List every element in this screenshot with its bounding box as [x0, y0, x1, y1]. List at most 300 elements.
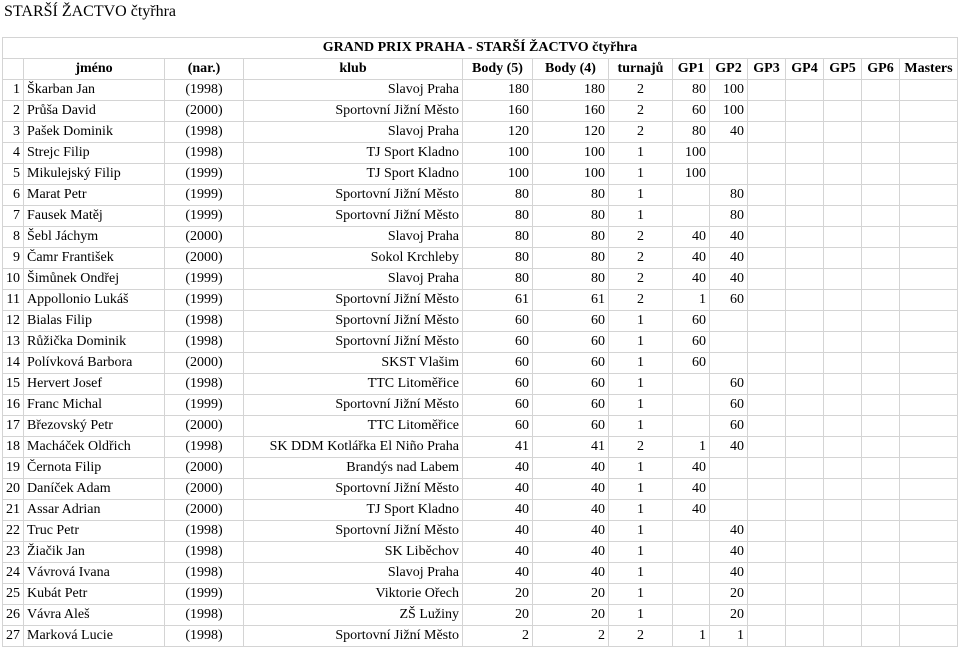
cell-masters [900, 542, 958, 563]
cell-gp6 [862, 605, 900, 626]
cell-gp3 [748, 164, 786, 185]
cell-points-5: 60 [463, 374, 533, 395]
cell-masters [900, 80, 958, 101]
cell-gp1: 100 [673, 143, 710, 164]
cell-tournaments: 1 [609, 500, 673, 521]
cell-gp3 [748, 101, 786, 122]
cell-points-5: 80 [463, 185, 533, 206]
cell-gp5 [824, 311, 862, 332]
cell-masters [900, 269, 958, 290]
cell-gp5 [824, 353, 862, 374]
cell-rank: 7 [3, 206, 24, 227]
cell-masters [900, 437, 958, 458]
cell-rank: 13 [3, 332, 24, 353]
cell-points-5: 20 [463, 605, 533, 626]
cell-tournaments: 2 [609, 248, 673, 269]
cell-gp3 [748, 584, 786, 605]
cell-gp5 [824, 332, 862, 353]
header-club: klub [244, 59, 463, 80]
cell-club: ZŠ Lužiny [244, 605, 463, 626]
cell-birth: (1999) [165, 395, 244, 416]
cell-points-5: 61 [463, 290, 533, 311]
cell-points-4: 40 [533, 479, 609, 500]
table-row [3, 143, 958, 164]
cell-points-4: 80 [533, 227, 609, 248]
cell-points-5: 100 [463, 143, 533, 164]
cell-gp5 [824, 206, 862, 227]
cell-points-5: 100 [463, 164, 533, 185]
cell-gp5 [824, 185, 862, 206]
cell-club: Sportovní Jižní Město [244, 332, 463, 353]
cell-gp5 [824, 374, 862, 395]
table-row [3, 269, 958, 290]
cell-gp2: 60 [710, 416, 748, 437]
cell-birth: (1998) [165, 605, 244, 626]
cell-name: Škarban Jan [24, 80, 165, 101]
cell-gp3 [748, 143, 786, 164]
cell-club: Sportovní Jižní Město [244, 626, 463, 647]
cell-name: Marková Lucie [24, 626, 165, 647]
cell-gp6 [862, 101, 900, 122]
cell-gp5 [824, 269, 862, 290]
cell-name: Marat Petr [24, 185, 165, 206]
cell-gp6 [862, 437, 900, 458]
cell-rank: 4 [3, 143, 24, 164]
cell-gp2: 20 [710, 584, 748, 605]
cell-gp4 [786, 626, 824, 647]
cell-gp2 [710, 458, 748, 479]
cell-gp3 [748, 563, 786, 584]
cell-gp3 [748, 605, 786, 626]
cell-gp3 [748, 395, 786, 416]
cell-gp5 [824, 101, 862, 122]
cell-points-4: 20 [533, 605, 609, 626]
cell-tournaments: 2 [609, 437, 673, 458]
cell-name: Strejc Filip [24, 143, 165, 164]
cell-tournaments: 1 [609, 395, 673, 416]
table-row [3, 185, 958, 206]
cell-gp5 [824, 395, 862, 416]
cell-gp1: 1 [673, 290, 710, 311]
header-rank [3, 59, 24, 80]
cell-name: Vávrová Ivana [24, 563, 165, 584]
cell-birth: (2000) [165, 479, 244, 500]
cell-tournaments: 1 [609, 143, 673, 164]
cell-gp4 [786, 584, 824, 605]
cell-points-5: 60 [463, 332, 533, 353]
cell-club: Slavoj Praha [244, 269, 463, 290]
cell-gp3 [748, 521, 786, 542]
cell-points-5: 40 [463, 563, 533, 584]
cell-gp3 [748, 206, 786, 227]
table-row [3, 416, 958, 437]
cell-birth: (1998) [165, 563, 244, 584]
cell-rank: 27 [3, 626, 24, 647]
cell-masters [900, 248, 958, 269]
cell-gp5 [824, 626, 862, 647]
cell-gp5 [824, 605, 862, 626]
cell-gp2: 80 [710, 206, 748, 227]
cell-club: TTC Litoměřice [244, 416, 463, 437]
cell-points-5: 80 [463, 227, 533, 248]
table-row [3, 605, 958, 626]
cell-gp3 [748, 500, 786, 521]
table-row [3, 332, 958, 353]
cell-gp5 [824, 500, 862, 521]
cell-birth: (2000) [165, 416, 244, 437]
cell-gp3 [748, 479, 786, 500]
cell-masters [900, 374, 958, 395]
cell-gp1 [673, 521, 710, 542]
cell-name: Kubát Petr [24, 584, 165, 605]
cell-gp1: 40 [673, 500, 710, 521]
cell-gp5 [824, 248, 862, 269]
cell-birth: (1998) [165, 542, 244, 563]
cell-birth: (1998) [165, 437, 244, 458]
cell-gp2: 100 [710, 80, 748, 101]
cell-gp6 [862, 563, 900, 584]
cell-gp5 [824, 290, 862, 311]
cell-gp1: 60 [673, 353, 710, 374]
cell-gp2: 20 [710, 605, 748, 626]
cell-rank: 9 [3, 248, 24, 269]
header-gp4: GP4 [786, 59, 824, 80]
cell-gp2 [710, 164, 748, 185]
cell-gp4 [786, 500, 824, 521]
cell-points-4: 40 [533, 458, 609, 479]
cell-name: Šebl Jáchym [24, 227, 165, 248]
table-row [3, 248, 958, 269]
cell-birth: (1999) [165, 290, 244, 311]
cell-birth: (1999) [165, 584, 244, 605]
cell-name: Čamr František [24, 248, 165, 269]
cell-club: Viktorie Ořech [244, 584, 463, 605]
cell-name: Žiačik Jan [24, 542, 165, 563]
cell-gp6 [862, 164, 900, 185]
cell-gp3 [748, 185, 786, 206]
cell-club: Sportovní Jižní Město [244, 185, 463, 206]
cell-gp4 [786, 458, 824, 479]
cell-tournaments: 1 [609, 185, 673, 206]
cell-club: SKST Vlašim [244, 353, 463, 374]
cell-points-4: 60 [533, 353, 609, 374]
cell-gp3 [748, 311, 786, 332]
cell-points-4: 80 [533, 206, 609, 227]
header-masters: Masters [900, 59, 958, 80]
cell-gp5 [824, 164, 862, 185]
cell-gp6 [862, 311, 900, 332]
cell-gp6 [862, 143, 900, 164]
cell-gp6 [862, 542, 900, 563]
cell-gp4 [786, 80, 824, 101]
cell-rank: 3 [3, 122, 24, 143]
cell-gp2: 60 [710, 395, 748, 416]
cell-gp1: 100 [673, 164, 710, 185]
cell-gp2: 1 [710, 626, 748, 647]
cell-tournaments: 1 [609, 563, 673, 584]
table-row [3, 542, 958, 563]
cell-gp3 [748, 374, 786, 395]
cell-gp4 [786, 521, 824, 542]
cell-gp1: 40 [673, 479, 710, 500]
cell-gp4 [786, 290, 824, 311]
cell-gp4 [786, 122, 824, 143]
cell-name: Mikulejský Filip [24, 164, 165, 185]
cell-gp4 [786, 542, 824, 563]
table-row [3, 458, 958, 479]
cell-gp4 [786, 248, 824, 269]
table-row [3, 353, 958, 374]
cell-gp6 [862, 227, 900, 248]
cell-gp6 [862, 353, 900, 374]
cell-gp4 [786, 269, 824, 290]
cell-gp4 [786, 479, 824, 500]
cell-gp3 [748, 626, 786, 647]
cell-club: TJ Sport Kladno [244, 164, 463, 185]
cell-gp5 [824, 227, 862, 248]
cell-masters [900, 521, 958, 542]
cell-gp6 [862, 185, 900, 206]
cell-gp2 [710, 143, 748, 164]
cell-rank: 24 [3, 563, 24, 584]
cell-gp2: 40 [710, 563, 748, 584]
cell-club: Sportovní Jižní Město [244, 290, 463, 311]
cell-rank: 5 [3, 164, 24, 185]
cell-points-4: 60 [533, 395, 609, 416]
cell-points-4: 100 [533, 143, 609, 164]
cell-rank: 11 [3, 290, 24, 311]
cell-masters [900, 395, 958, 416]
cell-gp3 [748, 416, 786, 437]
table-row [3, 164, 958, 185]
cell-birth: (1999) [165, 164, 244, 185]
cell-name: Bialas Filip [24, 311, 165, 332]
cell-gp6 [862, 122, 900, 143]
cell-birth: (1998) [165, 626, 244, 647]
cell-club: Sportovní Jižní Město [244, 479, 463, 500]
cell-points-5: 60 [463, 311, 533, 332]
cell-gp1: 40 [673, 248, 710, 269]
cell-points-4: 60 [533, 374, 609, 395]
cell-points-5: 180 [463, 80, 533, 101]
cell-tournaments: 1 [609, 311, 673, 332]
cell-masters [900, 311, 958, 332]
cell-rank: 10 [3, 269, 24, 290]
cell-masters [900, 626, 958, 647]
cell-name: Hervert Josef [24, 374, 165, 395]
cell-gp4 [786, 164, 824, 185]
cell-points-4: 180 [533, 80, 609, 101]
cell-tournaments: 1 [609, 164, 673, 185]
cell-name: Polívková Barbora [24, 353, 165, 374]
cell-gp1 [673, 416, 710, 437]
cell-gp1: 40 [673, 269, 710, 290]
cell-gp2: 40 [710, 542, 748, 563]
cell-gp4 [786, 311, 824, 332]
cell-gp4 [786, 563, 824, 584]
cell-rank: 21 [3, 500, 24, 521]
table-row [3, 584, 958, 605]
cell-gp4 [786, 374, 824, 395]
cell-tournaments: 2 [609, 80, 673, 101]
cell-gp1 [673, 542, 710, 563]
cell-rank: 25 [3, 584, 24, 605]
cell-tournaments: 1 [609, 416, 673, 437]
cell-rank: 2 [3, 101, 24, 122]
cell-gp1 [673, 185, 710, 206]
cell-gp2 [710, 311, 748, 332]
cell-points-4: 40 [533, 500, 609, 521]
cell-name: Vávra Aleš [24, 605, 165, 626]
cell-name: Šimůnek Ondřej [24, 269, 165, 290]
cell-masters [900, 227, 958, 248]
cell-tournaments: 1 [609, 353, 673, 374]
cell-rank: 8 [3, 227, 24, 248]
table-title-row [3, 38, 958, 59]
table-row [3, 101, 958, 122]
table-row [3, 626, 958, 647]
cell-club: Sportovní Jižní Město [244, 206, 463, 227]
cell-gp3 [748, 458, 786, 479]
cell-birth: (2000) [165, 227, 244, 248]
cell-masters [900, 458, 958, 479]
header-gp5: GP5 [824, 59, 862, 80]
cell-name: Růžička Dominik [24, 332, 165, 353]
cell-rank: 15 [3, 374, 24, 395]
cell-birth: (2000) [165, 248, 244, 269]
cell-name: Pašek Dominik [24, 122, 165, 143]
cell-birth: (1998) [165, 80, 244, 101]
header-gp3: GP3 [748, 59, 786, 80]
cell-tournaments: 1 [609, 605, 673, 626]
cell-tournaments: 1 [609, 332, 673, 353]
cell-points-5: 80 [463, 269, 533, 290]
cell-gp5 [824, 437, 862, 458]
cell-tournaments: 2 [609, 626, 673, 647]
cell-masters [900, 164, 958, 185]
cell-gp4 [786, 605, 824, 626]
table-row [3, 122, 958, 143]
cell-birth: (1998) [165, 332, 244, 353]
cell-gp6 [862, 626, 900, 647]
table-row [3, 479, 958, 500]
cell-masters [900, 332, 958, 353]
cell-rank: 20 [3, 479, 24, 500]
cell-tournaments: 2 [609, 227, 673, 248]
header-gp6: GP6 [862, 59, 900, 80]
cell-gp2 [710, 500, 748, 521]
cell-gp4 [786, 101, 824, 122]
cell-points-5: 41 [463, 437, 533, 458]
cell-rank: 1 [3, 80, 24, 101]
cell-gp4 [786, 416, 824, 437]
cell-masters [900, 143, 958, 164]
cell-birth: (1999) [165, 206, 244, 227]
cell-gp2: 40 [710, 122, 748, 143]
cell-gp1: 80 [673, 80, 710, 101]
cell-gp1 [673, 374, 710, 395]
header-points-4: Body (4) [533, 59, 609, 80]
cell-rank: 14 [3, 353, 24, 374]
cell-gp3 [748, 248, 786, 269]
cell-gp1: 1 [673, 626, 710, 647]
cell-rank: 12 [3, 311, 24, 332]
cell-points-4: 100 [533, 164, 609, 185]
cell-masters [900, 605, 958, 626]
cell-gp6 [862, 479, 900, 500]
cell-masters [900, 479, 958, 500]
cell-birth: (1998) [165, 143, 244, 164]
cell-gp6 [862, 80, 900, 101]
cell-gp5 [824, 143, 862, 164]
cell-points-5: 60 [463, 395, 533, 416]
cell-rank: 17 [3, 416, 24, 437]
cell-masters [900, 584, 958, 605]
cell-rank: 16 [3, 395, 24, 416]
cell-masters [900, 500, 958, 521]
cell-points-5: 60 [463, 353, 533, 374]
cell-gp1 [673, 206, 710, 227]
cell-gp6 [862, 332, 900, 353]
cell-gp3 [748, 290, 786, 311]
header-points-5: Body (5) [463, 59, 533, 80]
cell-masters [900, 416, 958, 437]
cell-name: Macháček Oldřich [24, 437, 165, 458]
cell-gp4 [786, 227, 824, 248]
cell-points-5: 40 [463, 521, 533, 542]
cell-points-5: 40 [463, 542, 533, 563]
table-row [3, 227, 958, 248]
cell-points-4: 40 [533, 521, 609, 542]
cell-tournaments: 2 [609, 101, 673, 122]
cell-gp4 [786, 185, 824, 206]
cell-masters [900, 353, 958, 374]
cell-points-5: 160 [463, 101, 533, 122]
cell-rank: 26 [3, 605, 24, 626]
cell-points-4: 80 [533, 248, 609, 269]
header-row [3, 59, 958, 80]
cell-name: Březovský Petr [24, 416, 165, 437]
cell-gp6 [862, 584, 900, 605]
cell-name: Průša David [24, 101, 165, 122]
cell-masters [900, 290, 958, 311]
results-table-body [3, 38, 958, 647]
cell-points-5: 40 [463, 500, 533, 521]
cell-gp6 [862, 395, 900, 416]
cell-gp4 [786, 395, 824, 416]
cell-gp4 [786, 353, 824, 374]
cell-rank: 22 [3, 521, 24, 542]
cell-gp2: 60 [710, 290, 748, 311]
cell-club: Slavoj Praha [244, 563, 463, 584]
cell-name: Daníček Adam [24, 479, 165, 500]
cell-gp1: 60 [673, 101, 710, 122]
cell-gp5 [824, 416, 862, 437]
cell-gp2: 100 [710, 101, 748, 122]
cell-gp3 [748, 269, 786, 290]
cell-gp1 [673, 395, 710, 416]
cell-gp5 [824, 122, 862, 143]
cell-club: SK Liběchov [244, 542, 463, 563]
cell-tournaments: 1 [609, 521, 673, 542]
cell-name: Assar Adrian [24, 500, 165, 521]
cell-tournaments: 1 [609, 584, 673, 605]
table-row [3, 437, 958, 458]
cell-points-4: 60 [533, 311, 609, 332]
cell-gp1: 1 [673, 437, 710, 458]
cell-rank: 18 [3, 437, 24, 458]
cell-gp2 [710, 479, 748, 500]
